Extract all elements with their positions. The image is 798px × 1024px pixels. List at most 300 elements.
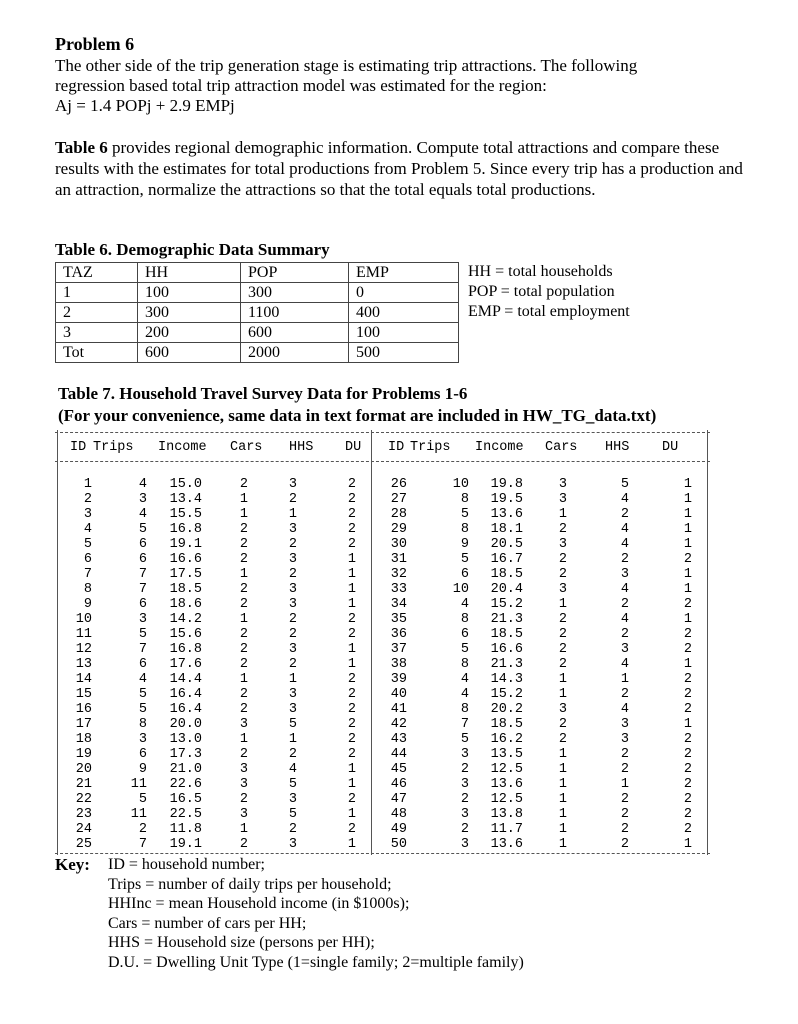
survey-cell: 16.4: [169, 702, 202, 717]
survey-header-cell: Trips: [93, 440, 134, 455]
survey-cell: 7: [138, 582, 147, 597]
survey-cell: 1: [347, 837, 356, 852]
table6-reference: Table 6: [55, 138, 108, 157]
bottom-rule: [55, 853, 710, 854]
survey-cell: 10: [452, 477, 469, 492]
survey-cell: 4: [138, 672, 147, 687]
survey-cell: 16: [75, 702, 92, 717]
survey-cell: 8: [460, 522, 469, 537]
survey-cell: 2: [683, 792, 692, 807]
table6-cell: 2000: [241, 343, 349, 363]
survey-cell: 11.8: [169, 822, 202, 837]
survey-cell: 16.6: [169, 552, 202, 567]
survey-cell: 4: [620, 492, 629, 507]
survey-cell: 3: [558, 537, 567, 552]
survey-cell: 2: [683, 627, 692, 642]
survey-cell: 2: [683, 702, 692, 717]
legend-line: HH = total households: [468, 263, 613, 280]
survey-cell: 3: [138, 732, 147, 747]
survey-cell: 4: [620, 537, 629, 552]
survey-cell: 11: [130, 777, 147, 792]
survey-cell: 5: [460, 507, 469, 522]
survey-cell: 2: [288, 612, 297, 627]
table-border-right: [707, 430, 708, 855]
survey-cell: 37: [390, 642, 407, 657]
survey-cell: 20.0: [169, 717, 202, 732]
survey-cell: 3: [288, 597, 297, 612]
survey-cell: 2: [347, 792, 356, 807]
survey-cell: 4: [620, 582, 629, 597]
intro-line-2: regression based total trip attraction model was estimated for the region:: [55, 76, 547, 95]
survey-cell: 19.5: [490, 492, 523, 507]
survey-cell: 4: [460, 597, 469, 612]
survey-cell: 8: [460, 702, 469, 717]
survey-cell: 3: [460, 807, 469, 822]
table6-cell: 300: [138, 303, 241, 323]
survey-cell: 5: [288, 777, 297, 792]
survey-cell: 2: [347, 477, 356, 492]
survey-cell: 1: [558, 762, 567, 777]
survey-cell: 1: [683, 492, 692, 507]
survey-cell: 13.4: [169, 492, 202, 507]
survey-cell: 3: [288, 552, 297, 567]
survey-cell: 5: [138, 627, 147, 642]
survey-cell: 1: [347, 582, 356, 597]
survey-cell: 3: [288, 477, 297, 492]
survey-cell: 1: [558, 777, 567, 792]
survey-cell: 13.6: [490, 837, 523, 852]
survey-cell: 16.4: [169, 687, 202, 702]
survey-cell: 2: [620, 552, 629, 567]
survey-cell: 45: [390, 762, 407, 777]
survey-cell: 15.2: [490, 597, 523, 612]
survey-cell: 12.5: [490, 792, 523, 807]
survey-cell: 13.8: [490, 807, 523, 822]
survey-cell: 3: [288, 687, 297, 702]
survey-cell: 2: [347, 672, 356, 687]
survey-cell: 1: [558, 747, 567, 762]
survey-cell: 7: [138, 642, 147, 657]
survey-cell: 2: [620, 837, 629, 852]
survey-cell: 12: [75, 642, 92, 657]
survey-cell: 2: [683, 807, 692, 822]
survey-cell: 1: [620, 672, 629, 687]
survey-cell: 2: [683, 642, 692, 657]
instructions-text: provides regional demographic information. Compute total attractions and compare these results with the estimates for total productions from Problem 5. Since every trip has a production and an attraction, normalize the attractions so that the total equals total productions.: [55, 138, 743, 199]
table6-header-cell: TAZ: [56, 263, 138, 283]
survey-cell: 47: [390, 792, 407, 807]
survey-cell: 23: [75, 807, 92, 822]
survey-cell: 1: [683, 837, 692, 852]
survey-cell: 2: [620, 687, 629, 702]
survey-cell: 3: [239, 717, 248, 732]
survey-cell: 5: [620, 477, 629, 492]
intro-paragraph: [55, 56, 755, 116]
table-border-left: [57, 430, 58, 855]
key-line: Cars = number of cars per HH;: [108, 914, 307, 932]
survey-header-cell: Income: [475, 440, 524, 455]
survey-cell: 1: [683, 507, 692, 522]
survey-cell: 29: [390, 522, 407, 537]
survey-cell: 25: [75, 837, 92, 852]
survey-cell: 17.3: [169, 747, 202, 762]
survey-cell: 3: [620, 642, 629, 657]
survey-cell: 30: [390, 537, 407, 552]
survey-cell: 19: [75, 747, 92, 762]
survey-cell: 13.0: [169, 732, 202, 747]
survey-cell: 42: [390, 717, 407, 732]
survey-cell: 3: [288, 837, 297, 852]
top-rule: [55, 432, 710, 433]
survey-cell: 2: [558, 732, 567, 747]
table6-legend: [468, 262, 630, 322]
survey-cell: 1: [347, 657, 356, 672]
survey-cell: 10: [75, 612, 92, 627]
survey-cell: 1: [288, 507, 297, 522]
survey-cell: 48: [390, 807, 407, 822]
header-rule: [55, 461, 710, 462]
table6-header-cell: HH: [138, 263, 241, 283]
key-definitions: [108, 855, 524, 972]
survey-cell: 14: [75, 672, 92, 687]
survey-cell: 1: [347, 642, 356, 657]
survey-cell: 2: [620, 822, 629, 837]
survey-cell: 13.6: [490, 777, 523, 792]
survey-cell: 21.3: [490, 657, 523, 672]
survey-cell: 2: [683, 747, 692, 762]
survey-cell: 15.2: [490, 687, 523, 702]
survey-cell: 2: [558, 657, 567, 672]
survey-cell: 6: [138, 597, 147, 612]
table6-cell: 0: [349, 283, 459, 303]
survey-cell: 3: [558, 492, 567, 507]
survey-cell: 3: [138, 612, 147, 627]
survey-cell: 2: [460, 792, 469, 807]
survey-cell: 18.5: [490, 717, 523, 732]
survey-cell: 2: [288, 627, 297, 642]
survey-cell: 41: [390, 702, 407, 717]
survey-cell: 1: [558, 837, 567, 852]
survey-cell: 6: [83, 552, 92, 567]
survey-cell: 2: [288, 492, 297, 507]
survey-cell: 14.2: [169, 612, 202, 627]
table6-total-row: [56, 343, 459, 363]
survey-cell: 2: [558, 717, 567, 732]
survey-cell: 13.6: [490, 507, 523, 522]
survey-cell: 5: [138, 522, 147, 537]
survey-cell: 2: [347, 822, 356, 837]
table-column-divider: [371, 430, 372, 855]
survey-cell: 3: [558, 702, 567, 717]
survey-cell: 24: [75, 822, 92, 837]
survey-cell: 1: [558, 792, 567, 807]
survey-cell: 1: [683, 477, 692, 492]
table6-header-cell: EMP: [349, 263, 459, 283]
survey-cell: 50: [390, 837, 407, 852]
survey-cell: 2: [683, 597, 692, 612]
survey-cell: 2: [620, 807, 629, 822]
survey-cell: 20: [75, 762, 92, 777]
survey-cell: 16.8: [169, 642, 202, 657]
survey-cell: 2: [239, 477, 248, 492]
survey-cell: 3: [460, 837, 469, 852]
survey-cell: 17: [75, 717, 92, 732]
survey-cell: 1: [558, 507, 567, 522]
survey-cell: 28: [390, 507, 407, 522]
survey-cell: 1: [239, 612, 248, 627]
survey-cell: 2: [239, 627, 248, 642]
survey-cell: 2: [347, 732, 356, 747]
survey-cell: 2: [620, 627, 629, 642]
survey-cell: 4: [620, 657, 629, 672]
survey-cell: 15.6: [169, 627, 202, 642]
survey-cell: 5: [138, 792, 147, 807]
survey-cell: 2: [683, 822, 692, 837]
survey-cell: 2: [239, 687, 248, 702]
key-line: D.U. = Dwelling Unit Type (1=single family; 2=multiple family): [108, 953, 524, 971]
survey-cell: 3: [239, 762, 248, 777]
survey-cell: 3: [460, 747, 469, 762]
survey-cell: 1: [239, 567, 248, 582]
survey-cell: 2: [347, 627, 356, 642]
problem-title: Problem 6: [55, 34, 135, 54]
survey-cell: 1: [683, 522, 692, 537]
table6-cell: 3: [56, 323, 138, 343]
survey-cell: 3: [239, 807, 248, 822]
survey-cell: 2: [239, 642, 248, 657]
table6-cell: 400: [349, 303, 459, 323]
survey-header-cell: Cars: [230, 440, 263, 455]
survey-cell: 7: [460, 717, 469, 732]
survey-cell: 2: [558, 522, 567, 537]
survey-cell: 2: [347, 717, 356, 732]
survey-cell: 5: [288, 717, 297, 732]
legend-line: POP = total population: [468, 283, 615, 300]
survey-cell: 20.2: [490, 702, 523, 717]
survey-cell: 44: [390, 747, 407, 762]
survey-header-cell: HHS: [289, 440, 314, 455]
survey-cell: 9: [460, 537, 469, 552]
survey-cell: 2: [620, 762, 629, 777]
survey-cell: 3: [288, 792, 297, 807]
survey-cell: 1: [683, 657, 692, 672]
survey-cell: 2: [239, 657, 248, 672]
survey-cell: 2: [683, 762, 692, 777]
survey-cell: 2: [460, 762, 469, 777]
survey-cell: 6: [138, 552, 147, 567]
survey-cell: 1: [620, 777, 629, 792]
survey-cell: 18: [75, 732, 92, 747]
survey-cell: 2: [347, 702, 356, 717]
survey-cell: 7: [138, 567, 147, 582]
table6-header-cell: POP: [241, 263, 349, 283]
survey-cell: 8: [460, 657, 469, 672]
survey-cell: 2: [683, 552, 692, 567]
survey-cell: 11.7: [490, 822, 523, 837]
survey-header-cell: ID: [388, 440, 405, 455]
survey-cell: 3: [239, 777, 248, 792]
survey-cell: 5: [138, 687, 147, 702]
survey-cell: 1: [239, 732, 248, 747]
survey-cell: 2: [347, 687, 356, 702]
survey-cell: 6: [138, 537, 147, 552]
survey-cell: 5: [138, 702, 147, 717]
table6-cell: 1100: [241, 303, 349, 323]
survey-cell: 3: [620, 732, 629, 747]
survey-cell: 1: [683, 582, 692, 597]
survey-header-cell: HHS: [605, 440, 630, 455]
survey-cell: 2: [558, 552, 567, 567]
survey-cell: 5: [460, 732, 469, 747]
survey-cell: 2: [620, 597, 629, 612]
survey-cell: 2: [239, 837, 248, 852]
key-line: HHInc = mean Household income (in $1000s);: [108, 895, 410, 912]
instructions-paragraph: [55, 137, 755, 200]
survey-cell: 19.8: [490, 477, 523, 492]
survey-cell: 5: [460, 552, 469, 567]
survey-cell: 1: [558, 672, 567, 687]
survey-cell: 4: [83, 522, 92, 537]
survey-cell: 2: [347, 507, 356, 522]
table6-cell: 300: [241, 283, 349, 303]
survey-cell: 6: [138, 657, 147, 672]
survey-cell: 2: [288, 822, 297, 837]
table6-cell: 2: [56, 303, 138, 323]
survey-cell: 9: [138, 762, 147, 777]
survey-cell: 22.6: [169, 777, 202, 792]
survey-cell: 2: [288, 657, 297, 672]
survey-cell: 1: [683, 537, 692, 552]
survey-cell: 2: [288, 537, 297, 552]
survey-cell: 32: [390, 567, 407, 582]
survey-cell: 39: [390, 672, 407, 687]
survey-cell: 1: [347, 567, 356, 582]
survey-cell: 38: [390, 657, 407, 672]
survey-cell: 6: [460, 567, 469, 582]
survey-cell: 19.1: [169, 837, 202, 852]
survey-cell: 18.5: [490, 567, 523, 582]
survey-cell: 12.5: [490, 762, 523, 777]
table6-cell: 600: [241, 323, 349, 343]
survey-cell: 8: [460, 492, 469, 507]
survey-cell: 2: [683, 687, 692, 702]
key-line: Trips = number of daily trips per household;: [108, 875, 392, 893]
survey-header-cell: DU: [345, 440, 362, 455]
survey-cell: 1: [239, 492, 248, 507]
table6-row: [56, 283, 459, 303]
survey-cell: 2: [239, 792, 248, 807]
survey-cell: 3: [460, 777, 469, 792]
survey-cell: 4: [138, 477, 147, 492]
survey-cell: 1: [239, 672, 248, 687]
survey-cell: 33: [390, 582, 407, 597]
survey-cell: 18.5: [169, 582, 202, 597]
table6-row: [56, 303, 459, 323]
survey-cell: 6: [138, 747, 147, 762]
survey-cell: 3: [558, 582, 567, 597]
survey-header-cell: Cars: [545, 440, 578, 455]
survey-cell: 1: [288, 672, 297, 687]
survey-header-cell: ID: [70, 440, 87, 455]
survey-cell: 1: [288, 732, 297, 747]
demographic-table: [55, 262, 459, 363]
survey-cell: 43: [390, 732, 407, 747]
table7-caption-line-1: Table 7. Household Travel Survey Data for Problems 1-6: [58, 384, 468, 403]
survey-cell: 4: [288, 762, 297, 777]
key-line: HHS = Household size (persons per HH);: [108, 934, 375, 951]
survey-cell: 2: [558, 612, 567, 627]
survey-cell: 10: [452, 582, 469, 597]
survey-cell: 2: [239, 582, 248, 597]
survey-cell: 2: [558, 627, 567, 642]
survey-cell: 5: [288, 807, 297, 822]
survey-cell: 14.3: [490, 672, 523, 687]
survey-cell: 3: [138, 492, 147, 507]
survey-cell: 19.1: [169, 537, 202, 552]
survey-cell: 3: [558, 477, 567, 492]
survey-cell: 2: [239, 597, 248, 612]
survey-cell: 34: [390, 597, 407, 612]
survey-cell: 7: [138, 837, 147, 852]
survey-cell: 13.5: [490, 747, 523, 762]
survey-cell: 46: [390, 777, 407, 792]
survey-cell: 2: [239, 552, 248, 567]
survey-cell: 8: [138, 717, 147, 732]
survey-cell: 16.6: [490, 642, 523, 657]
table6-row: [56, 323, 459, 343]
survey-cell: 4: [138, 507, 147, 522]
survey-cell: 2: [460, 822, 469, 837]
survey-cell: 17.6: [169, 657, 202, 672]
survey-cell: 2: [558, 567, 567, 582]
table6-cell: 100: [349, 323, 459, 343]
survey-cell: 1: [558, 687, 567, 702]
survey-cell: 1: [347, 762, 356, 777]
survey-cell: 2: [239, 537, 248, 552]
survey-header-cell: DU: [662, 440, 679, 455]
survey-cell: 40: [390, 687, 407, 702]
table6-cell: 200: [138, 323, 241, 343]
table6-cell: Tot: [56, 343, 138, 363]
table6-cell: 100: [138, 283, 241, 303]
survey-cell: 16.7: [490, 552, 523, 567]
survey-cell: 7: [83, 567, 92, 582]
survey-cell: 22.5: [169, 807, 202, 822]
survey-cell: 2: [620, 792, 629, 807]
survey-cell: 16.5: [169, 792, 202, 807]
survey-cell: 8: [460, 612, 469, 627]
survey-cell: 1: [683, 612, 692, 627]
survey-cell: 4: [460, 687, 469, 702]
survey-cell: 2: [239, 747, 248, 762]
survey-cell: 35: [390, 612, 407, 627]
survey-cell: 8: [83, 582, 92, 597]
survey-cell: 14.4: [169, 672, 202, 687]
survey-cell: 3: [620, 567, 629, 582]
survey-cell: 4: [620, 612, 629, 627]
survey-cell: 13: [75, 657, 92, 672]
survey-cell: 3: [83, 507, 92, 522]
survey-cell: 21: [75, 777, 92, 792]
survey-cell: 3: [288, 702, 297, 717]
key-label: Key:: [55, 855, 90, 874]
survey-cell: 15: [75, 687, 92, 702]
survey-cell: 1: [83, 477, 92, 492]
survey-cell: 20.4: [490, 582, 523, 597]
intro-line-1: The other side of the trip generation stage is estimating trip attractions. The following: [55, 56, 638, 75]
survey-cell: 18.1: [490, 522, 523, 537]
survey-cell: 15.5: [169, 507, 202, 522]
